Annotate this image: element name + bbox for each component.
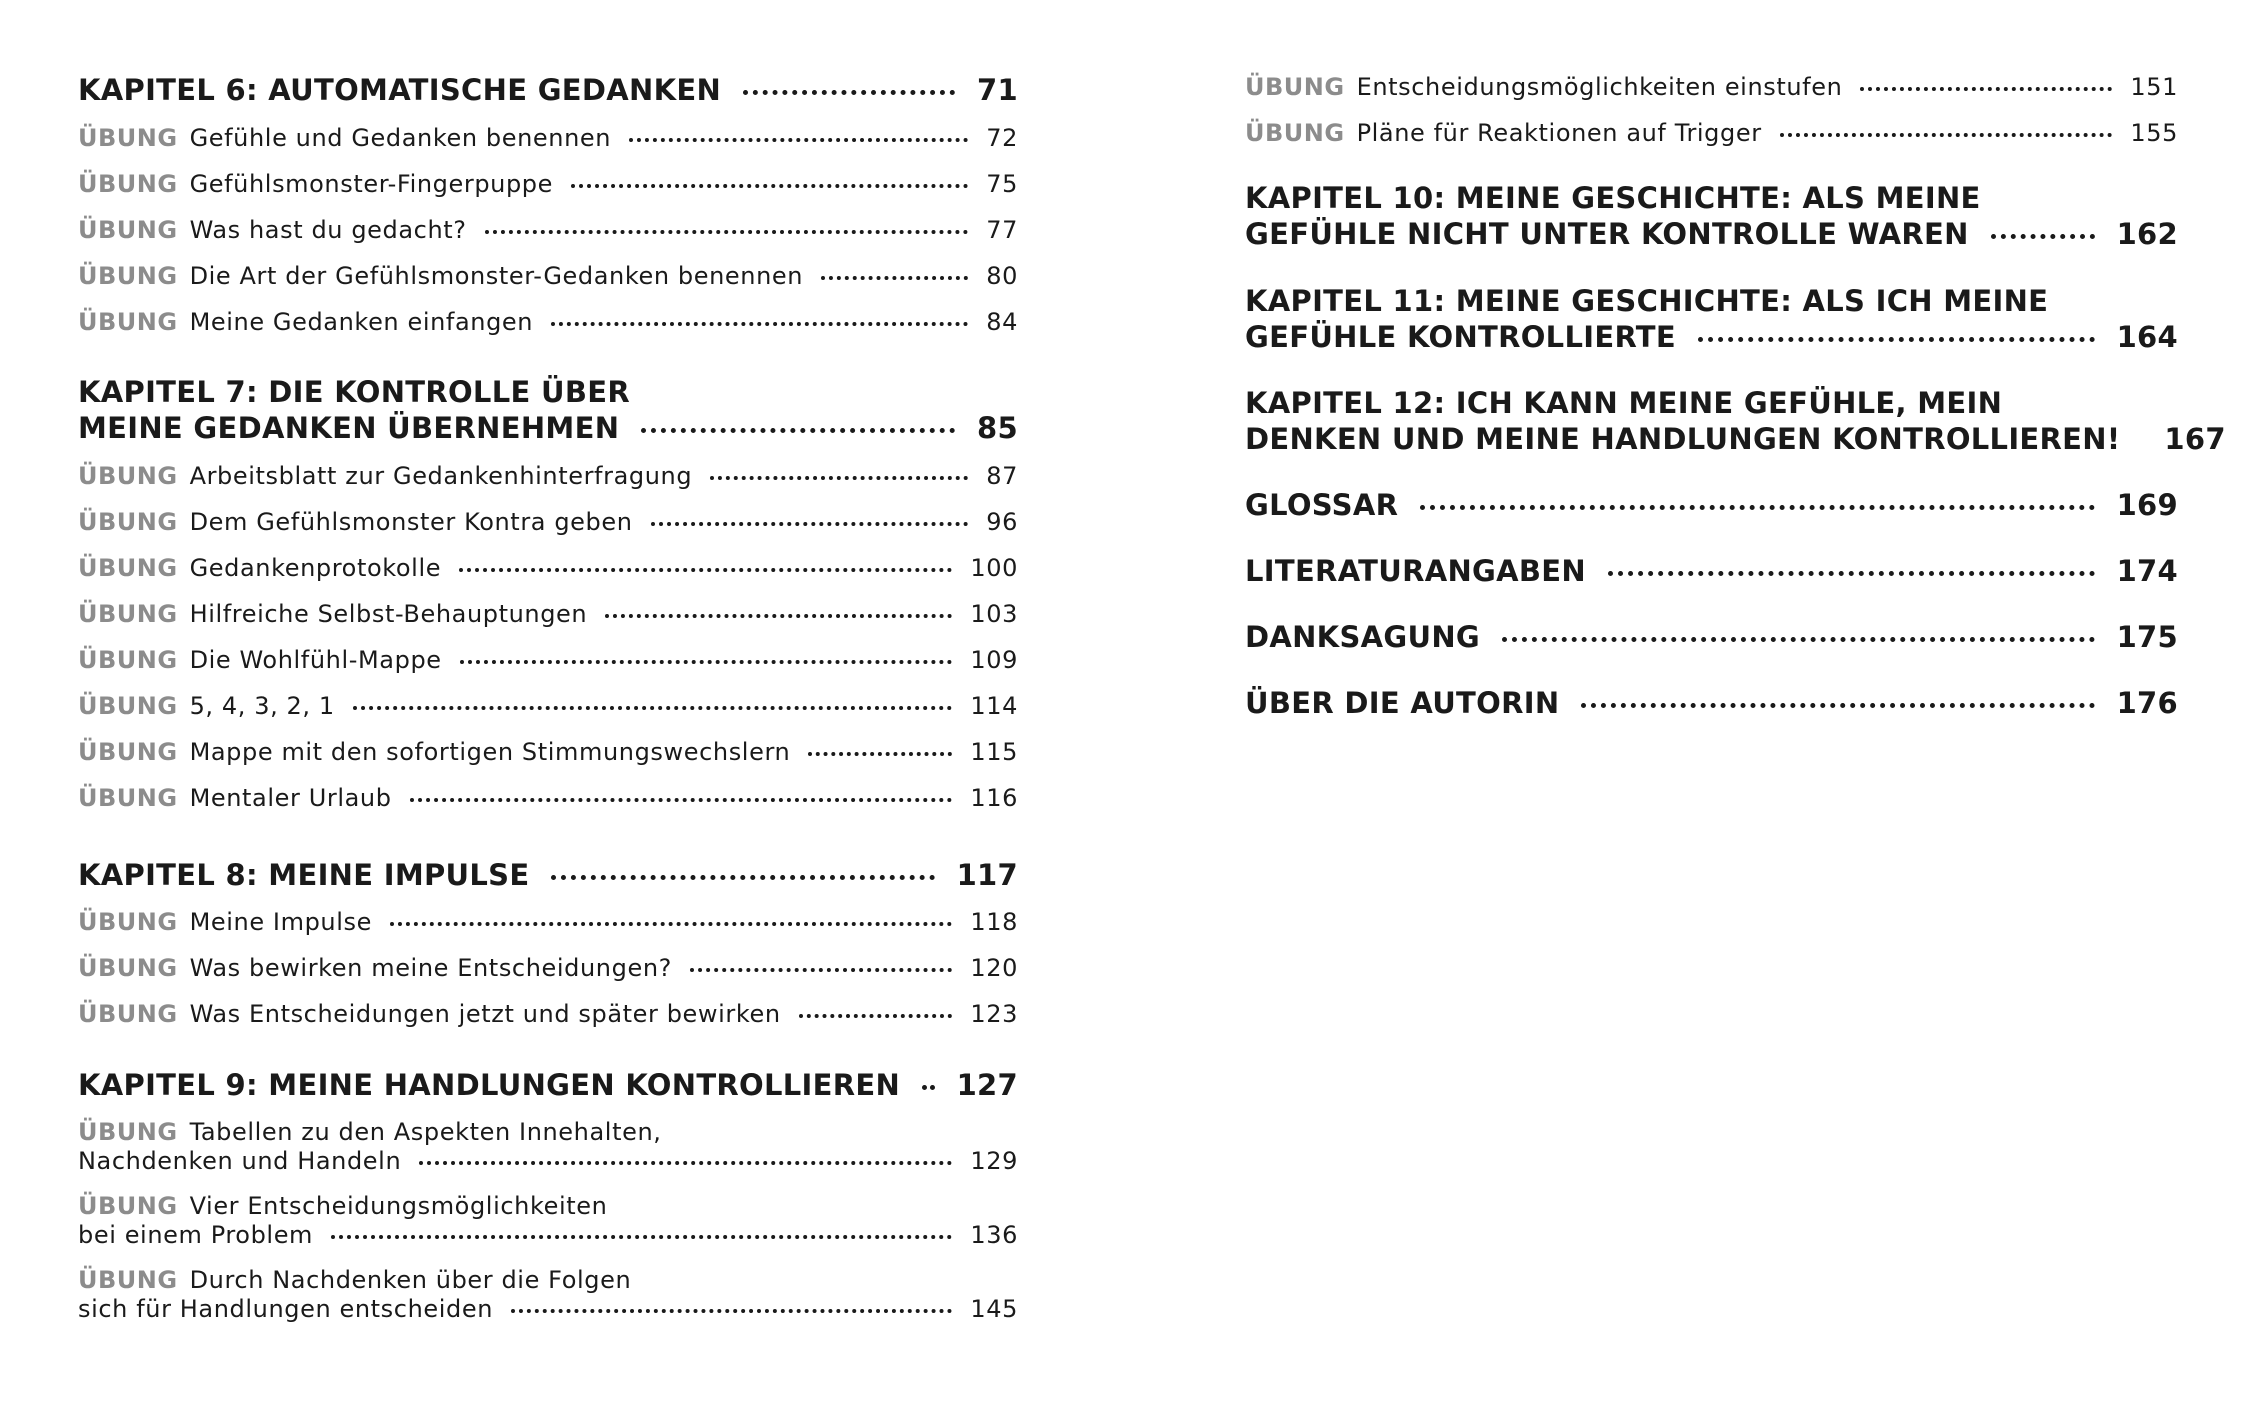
toc-exercise[interactable] — [78, 738, 1018, 767]
page-number: 72 — [986, 124, 1018, 152]
toc-chapter-9[interactable] — [78, 1067, 1018, 1103]
page-number: 151 — [2130, 73, 2178, 101]
page-number: 127 — [956, 1068, 1018, 1102]
toc-exercise[interactable] — [78, 1000, 1018, 1029]
exercise-title-line2: Nachdenken und Handeln — [78, 1147, 402, 1175]
page-number: 114 — [970, 692, 1018, 720]
dot-leader — [799, 1014, 953, 1018]
dot-leader — [390, 922, 952, 926]
uebung-tag: ÜBUNG — [78, 170, 178, 198]
dot-leader — [1860, 87, 2112, 91]
uebung-tag: ÜBUNG — [78, 508, 178, 536]
chapter-title-line1: KAPITEL 11: MEINE GESCHICHTE: ALS ICH MEINE — [1245, 284, 2049, 318]
toc-chapter-7[interactable] — [78, 374, 1018, 446]
page-number: 136 — [970, 1221, 1018, 1249]
uebung-tag: ÜBUNG — [78, 262, 178, 290]
toc-exercise[interactable] — [78, 216, 1018, 245]
dot-leader — [641, 428, 955, 433]
toc-danksagung[interactable] — [1245, 619, 2178, 655]
toc-exercise[interactable] — [78, 554, 1018, 583]
page-number: 175 — [2116, 620, 2178, 654]
exercise-title: Die Wohlfühl-Mappe — [189, 646, 442, 674]
uebung-tag: ÜBUNG — [78, 646, 178, 674]
dot-leader — [651, 522, 969, 526]
exercise-title: Mappe mit den sofortigen Stimmungswechslern — [189, 738, 791, 766]
page-number: 71 — [977, 73, 1018, 107]
chapter-title: DANKSAGUNG — [1245, 620, 1481, 654]
toc-exercise[interactable] — [78, 170, 1018, 199]
dot-leader — [605, 614, 952, 618]
toc-exercise[interactable] — [78, 954, 1018, 983]
exercise-title: Was Entscheidungen jetzt und später bewirken — [189, 1000, 781, 1028]
exercise-title-line1: Durch Nachdenken über die Folgen — [189, 1266, 632, 1294]
dot-leader — [1608, 571, 2095, 576]
exercise-title: Hilfreiche Selbst-Behauptungen — [189, 600, 588, 628]
exercise-title: Gefühlsmonster-Fingerpuppe — [189, 170, 553, 198]
dot-leader — [571, 184, 968, 188]
page-number: 118 — [970, 908, 1018, 936]
toc-exercise[interactable] — [78, 508, 1018, 537]
page-number: 87 — [986, 462, 1018, 490]
dot-leader — [331, 1235, 952, 1239]
toc-literaturangaben[interactable] — [1245, 553, 2178, 589]
chapter-title-line2: MEINE GEDANKEN ÜBERNEHMEN — [78, 411, 620, 445]
dot-leader — [1991, 234, 2095, 239]
exercise-title: Was hast du gedacht? — [189, 216, 467, 244]
dot-leader — [353, 706, 953, 710]
uebung-tag: ÜBUNG — [78, 908, 178, 936]
dot-leader — [808, 752, 952, 756]
toc-glossar[interactable] — [1245, 487, 2178, 523]
page-number: 84 — [986, 308, 1018, 336]
page-number: 167 — [2164, 422, 2226, 456]
dot-leader — [710, 476, 968, 480]
dot-leader — [1780, 133, 2113, 137]
dot-leader — [551, 322, 968, 326]
uebung-tag: ÜBUNG — [78, 954, 178, 982]
toc-exercise[interactable] — [78, 600, 1018, 629]
toc-exercise[interactable] — [1245, 119, 2178, 148]
chapter-title-line2: GEFÜHLE NICHT UNTER KONTROLLE WAREN — [1245, 217, 1969, 251]
page-number: 103 — [970, 600, 1018, 628]
exercise-title: Dem Gefühlsmonster Kontra geben — [189, 508, 633, 536]
page-number: 75 — [986, 170, 1018, 198]
page-number: 162 — [2116, 217, 2178, 251]
exercise-title: 5, 4, 3, 2, 1 — [189, 692, 335, 720]
dot-leader — [419, 1161, 952, 1165]
chapter-title-line1: KAPITEL 10: MEINE GESCHICHTE: ALS MEINE — [1245, 181, 1981, 215]
chapter-title-line1: KAPITEL 12: ICH KANN MEINE GEFÜHLE, MEIN — [1245, 386, 2003, 420]
dot-leader — [1698, 337, 2095, 342]
exercise-title-line2: sich für Handlungen entscheiden — [78, 1295, 494, 1323]
dot-leader — [511, 1309, 952, 1313]
chapter-title-line2: GEFÜHLE KONTROLLIERTE — [1245, 320, 1676, 354]
dot-leader — [410, 798, 953, 802]
dot-leader — [690, 968, 952, 972]
page-number: 117 — [956, 858, 1018, 892]
toc-chapter-6[interactable] — [78, 72, 1018, 108]
exercise-title: Arbeitsblatt zur Gedankenhinterfragung — [189, 462, 693, 490]
uebung-tag: ÜBUNG — [78, 784, 178, 812]
uebung-tag: ÜBUNG — [78, 1118, 178, 1146]
uebung-tag: ÜBUNG — [78, 1266, 178, 1294]
dot-leader — [459, 568, 952, 572]
exercise-title: Meine Gedanken einfangen — [189, 308, 534, 336]
dot-leader — [1420, 505, 2094, 510]
toc-exercise[interactable] — [78, 908, 1018, 937]
dot-leader — [629, 138, 968, 142]
toc-exercise[interactable] — [78, 462, 1018, 491]
exercise-title: Meine Impulse — [189, 908, 372, 936]
toc-exercise[interactable] — [78, 784, 1018, 813]
toc-chapter-10[interactable] — [1245, 180, 2178, 252]
toc-exercise[interactable] — [78, 124, 1018, 153]
chapter-title: LITERATURANGABEN — [1245, 554, 1586, 588]
page-number: 145 — [970, 1295, 1018, 1323]
dot-leader — [922, 1085, 935, 1090]
uebung-tag: ÜBUNG — [78, 600, 178, 628]
page-number: 77 — [986, 216, 1018, 244]
page-number: 115 — [970, 738, 1018, 766]
chapter-title: GLOSSAR — [1245, 488, 1399, 522]
toc-exercise[interactable] — [78, 1118, 1018, 1176]
chapter-title: KAPITEL 8: MEINE IMPULSE — [78, 858, 530, 892]
uebung-tag: ÜBUNG — [78, 1000, 178, 1028]
toc-ueber-die-autorin[interactable] — [1245, 685, 2178, 721]
exercise-title: Was bewirken meine Entscheidungen? — [189, 954, 672, 982]
page-number: 109 — [970, 646, 1018, 674]
exercise-title-line2: bei einem Problem — [78, 1221, 314, 1249]
dot-leader — [821, 276, 968, 280]
uebung-tag: ÜBUNG — [78, 1192, 178, 1220]
toc-exercise[interactable] — [78, 308, 1018, 337]
exercise-title: Gedankenprotokolle — [189, 554, 442, 582]
exercise-title-line1: Vier Entscheidungsmöglichkeiten — [189, 1192, 608, 1220]
toc-exercise[interactable] — [78, 646, 1018, 675]
exercise-title: Entscheidungsmöglichkeiten einstufen — [1356, 73, 1843, 101]
exercise-title-line1: Tabellen zu den Aspekten Innehalten, — [189, 1118, 662, 1146]
page-number: 176 — [2116, 686, 2178, 720]
uebung-tag: ÜBUNG — [78, 124, 178, 152]
page-number: 116 — [970, 784, 1018, 812]
dot-leader — [743, 90, 955, 95]
page-number: 96 — [986, 508, 1018, 536]
toc-chapter-12[interactable] — [1245, 385, 2226, 457]
exercise-title: Gefühle und Gedanken benennen — [189, 124, 612, 152]
dot-leader — [460, 660, 953, 664]
toc-exercise[interactable] — [78, 1192, 1018, 1250]
chapter-title: ÜBER DIE AUTORIN — [1245, 686, 1560, 720]
exercise-title: Mentaler Urlaub — [189, 784, 392, 812]
toc-exercise[interactable] — [78, 262, 1018, 291]
page-number: 164 — [2116, 320, 2178, 354]
page-number: 123 — [970, 1000, 1018, 1028]
chapter-title: KAPITEL 9: MEINE HANDLUNGEN KONTROLLIEREN — [78, 1068, 901, 1102]
uebung-tag: ÜBUNG — [1245, 73, 1345, 101]
page-number: 80 — [986, 262, 1018, 290]
page-number: 120 — [970, 954, 1018, 982]
dot-leader — [485, 230, 969, 234]
toc-exercise[interactable] — [1245, 73, 2178, 102]
dot-leader — [1502, 637, 2095, 642]
page-number: 155 — [2130, 119, 2178, 147]
page-number: 85 — [977, 411, 1018, 445]
uebung-tag: ÜBUNG — [1245, 119, 1345, 147]
uebung-tag: ÜBUNG — [78, 462, 178, 490]
toc-exercise[interactable] — [78, 1266, 1018, 1324]
uebung-tag: ÜBUNG — [78, 738, 178, 766]
uebung-tag: ÜBUNG — [78, 308, 178, 336]
dot-leader — [551, 875, 934, 880]
chapter-title-line1: KAPITEL 7: DIE KONTROLLE ÜBER — [78, 375, 630, 409]
toc-chapter-11[interactable] — [1245, 283, 2178, 355]
chapter-title-line2: DENKEN UND MEINE HANDLUNGEN KONTROLLIEREN! — [1245, 422, 2121, 456]
uebung-tag: ÜBUNG — [78, 554, 178, 582]
dot-leader — [1581, 703, 2094, 708]
page-number: 169 — [2116, 488, 2178, 522]
page-number: 100 — [970, 554, 1018, 582]
exercise-title: Pläne für Reaktionen auf Trigger — [1356, 119, 1762, 147]
page-number: 129 — [970, 1147, 1018, 1175]
page-number: 174 — [2116, 554, 2178, 588]
exercise-title: Die Art der Gefühlsmonster-Gedanken benennen — [189, 262, 804, 290]
toc-exercise[interactable] — [78, 692, 1018, 721]
uebung-tag: ÜBUNG — [78, 692, 178, 720]
chapter-title: KAPITEL 6: AUTOMATISCHE GEDANKEN — [78, 73, 722, 107]
toc-chapter-8[interactable] — [78, 857, 1018, 893]
uebung-tag: ÜBUNG — [78, 216, 178, 244]
